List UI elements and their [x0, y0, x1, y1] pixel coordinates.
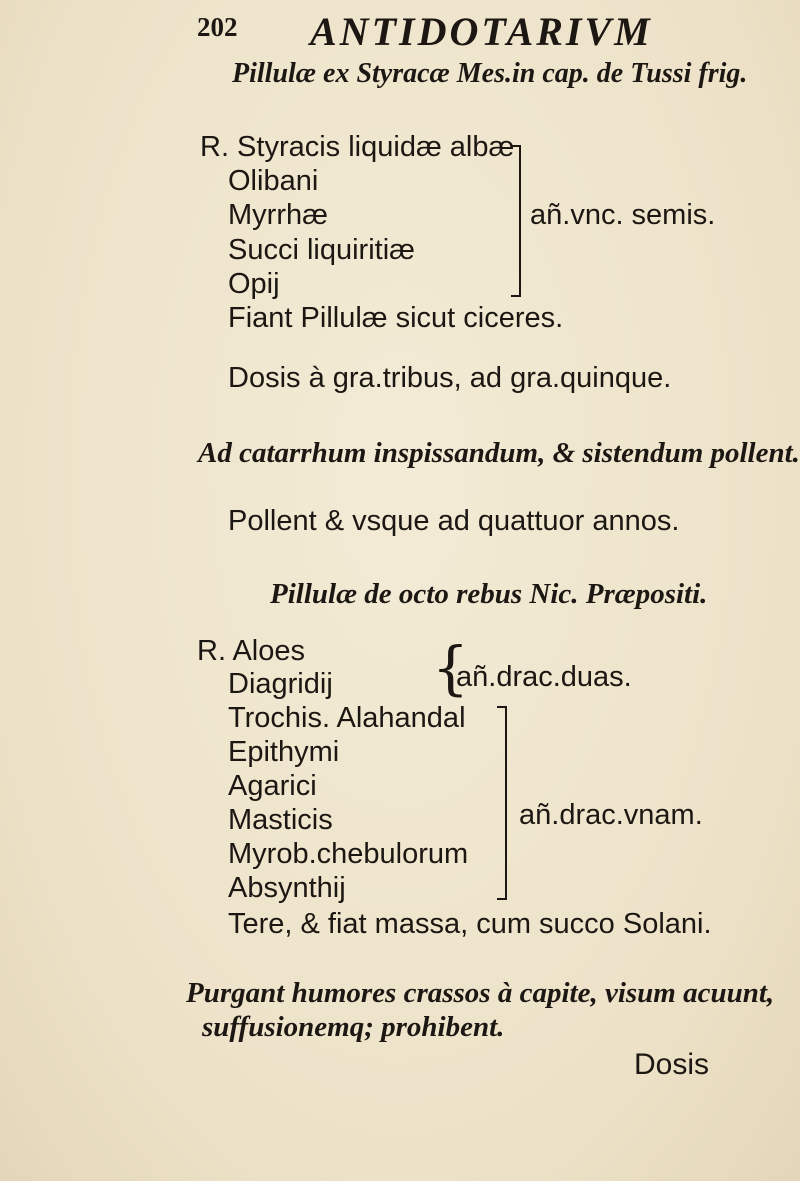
ingredient-5: Opij [228, 268, 280, 300]
brace-3 [497, 706, 507, 900]
ingredient-4: Succi liquiritiæ [228, 234, 415, 266]
ingredient-1: R. Styracis liquidæ albæ [200, 131, 515, 163]
brace-1 [511, 145, 521, 297]
dose-1: Dosis à gra.tribus, ad gra.quinque. [228, 362, 672, 394]
group2-ingredient-2: Epithymi [228, 736, 340, 768]
group2-ingredient-6: Absynthij [228, 872, 346, 904]
group2-ingredient-5: Myrob.chebulorum [228, 838, 469, 870]
running-title: ANTIDOTARIVM [310, 9, 653, 54]
brace-dose-1: añ.vnc. semis. [530, 199, 716, 231]
page-number: 202 [197, 12, 238, 42]
group1-ingredient-1: R. Aloes [197, 635, 305, 667]
indication-1: Ad catarrhum inspissandum, & sistendum pollent. [198, 437, 800, 469]
ingredient-3: Myrrhæ [228, 199, 328, 231]
indication-2-line-1: Purgant humores crassos à capite, visum acuunt, [186, 977, 775, 1009]
group1-dose: añ.drac.duas. [456, 661, 632, 693]
catchword: Dosis [634, 1048, 710, 1081]
group2-ingredient-4: Masticis [228, 804, 333, 836]
brace-2-curl: { [432, 634, 469, 702]
recipe-title-2: Pillulæ de octo rebus Nic. Præpositi. [270, 578, 708, 610]
indication-2-line-2: suffusionemq; prohibent. [202, 1011, 505, 1043]
duration-text: Pollent & vsque ad quattuor annos. [228, 505, 680, 537]
group2-ingredient-1: Trochis. Alahandal [228, 702, 466, 734]
group1-ingredient-2: Diagridij [228, 668, 333, 700]
recipe-title-1: Pillulæ ex Styracæ Mes.in cap. de Tussi frig. [232, 58, 748, 89]
instruction-2: Tere, & fiat massa, cum succo Solani. [228, 908, 712, 940]
group2-dose: añ.drac.vnam. [519, 799, 703, 831]
ingredient-2: Olibani [228, 165, 319, 197]
group2-ingredient-3: Agarici [228, 770, 317, 802]
instruction-1: Fiant Pillulæ sicut ciceres. [228, 302, 564, 334]
